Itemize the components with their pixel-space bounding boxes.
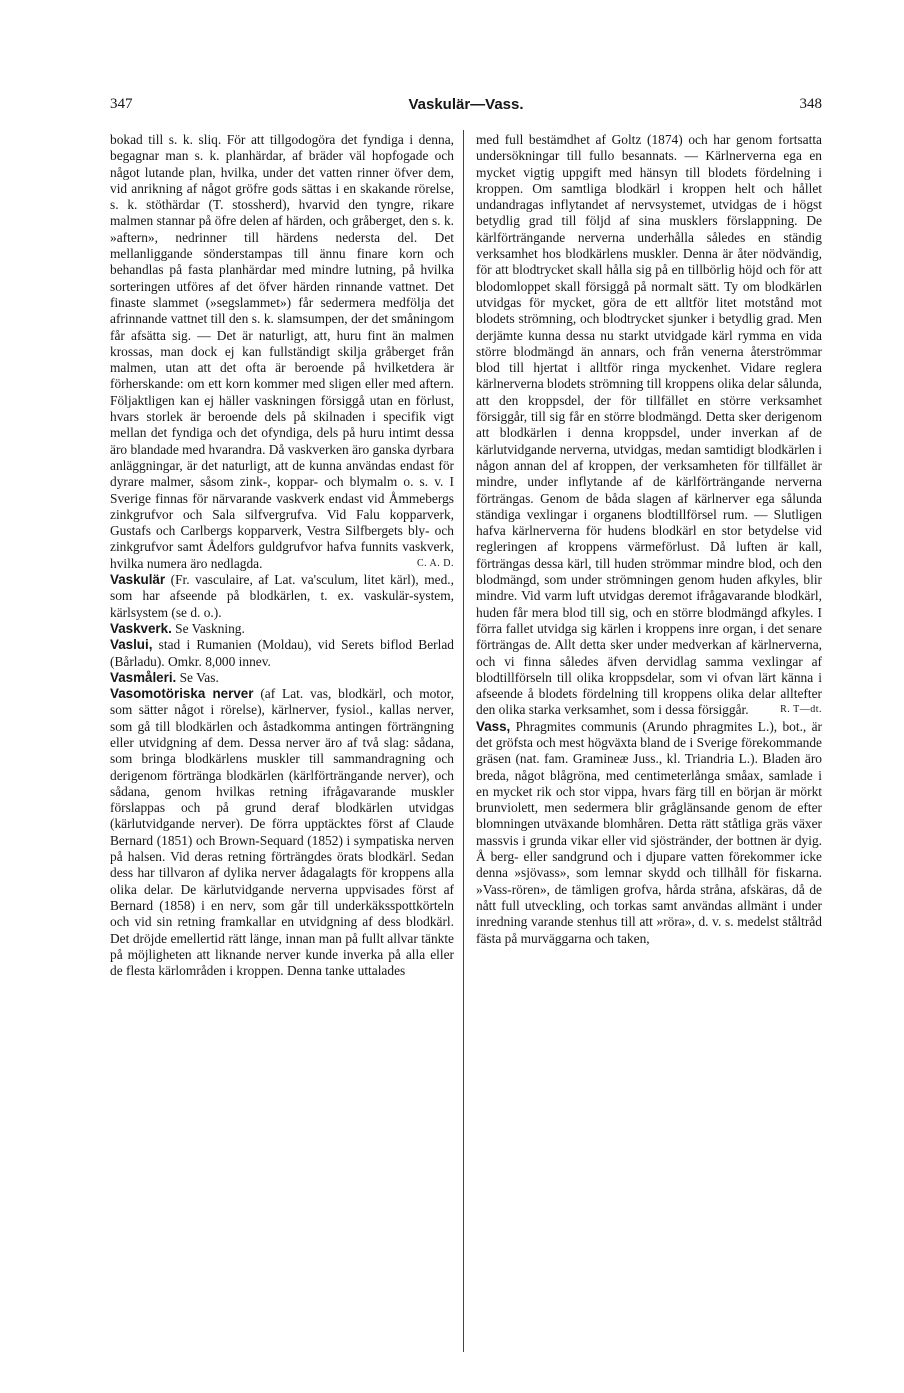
paragraph-text: bokad till s. k. sliq. För att tillgodogöra det fyndiga i denna, begagnar man s. k. planhärdar, af bräder väl hopfogade och något lutande plan, hvilka, under det vatten rinner öfver dem, vid anrikning af något gröfre gods sättas i en skakande rörelse, s. k. stöthärdar (T. stossherd), hvarvid den tyngre, rikare malmen stannar på öfre delen af härden, och gråberget, den s. k. »aftern», nedrinner till härdens nedersta del. Det mellanliggande sönderstampas till ännu finare korn och behandlas på fasta planhärdar med mindre lutning, på hvilka sorteringen utföres af det öfver härden rinnande vattnet. Det finaste slammet (»segslammet») får sedermera medfölja det afrinnande vattnet till den s. k. slamsumpen, der det småningom får afsätta sig. — Det är naturligt, att, huru fint än malmen krossas, man dock ej kan fullständigt skilja gråberget från malmen, utan att det ofta är beroende på hvilketdera är förherskande: om ett korn kommer med sligen eller med aftern. Följaktligen kan ej häller vaskningen försiggå utan en förlust, hvars storlek är beroende dels på skilnaden i specifik vigt mellan det fyndiga och det ofyndiga, dels på huru intimt dessa äro blandade med hvarandra. Då vaskverken äro ganska dyrbara anläggningar, är det naturligt, att de kunna användas endast för dyrare malmer, såsom zink-, koppar- och blymalm o. s. v. I Sverige finnas för närvarande vaskverk endast vid Åmmebergs zinkgrufvor och Sala silfvergrufva. Vid Falu kopparverk, Gustafs och Carlbergs kopparverk, Vestra Silfbergets bly- och zinkgrufvor samt Ådelfors guldgrufvor hafva funnits vaskverk, hvilka numera äro nedlagda. (110, 132, 454, 571)
running-title: Vaskulär—Vass. (408, 96, 524, 113)
headword: Vasmåleri. (110, 669, 177, 685)
vaskning-entry-continuation (110, 132, 454, 572)
left-column (110, 132, 454, 979)
entry-text: stad i Rumanien (Moldau), vid Serets biflod Berlad (Bårladu). Omkr. 8,000 innev. (110, 637, 454, 669)
entry-text: Se Vas. (176, 669, 219, 685)
page-header (110, 96, 822, 118)
entry-vass (476, 719, 822, 947)
author-signature: C. A. D. (416, 557, 454, 569)
entry-vaskular (110, 572, 454, 621)
page-number-right: 348 (799, 96, 822, 112)
entry-text: (Fr. vasculaire, af Lat. va'sculum, litet kärl), med., som har afseende på blodkärlen, t. ex. vaskulär-system, kärlsystem (se d. o.). (110, 572, 454, 620)
page-number-left: 347 (110, 96, 133, 112)
right-column (476, 132, 822, 947)
headword: Vass, (476, 718, 511, 734)
entry-vasmaleri (110, 670, 454, 686)
vasomotoriska-continuation (476, 132, 822, 719)
headword: Vaslui, (110, 637, 153, 653)
headword: Vaskverk. (110, 620, 172, 636)
headword: Vasomotöriska nerver (110, 686, 254, 702)
entry-text: Phragmites communis (Arundo phragmites L.), bot., är det gröfsta och mest högväxta bland de i Sverige förekommande gräsen (nat. fam. Gramineæ Juss., kl. Triandria L.). Bladen äro breda, något blågröna, med centimeterlånga småax, samlade i en mycket rik och stor vippa, hvars färg till en början är mörkt brunviolett, men sedermera blir gråglänsande genom de efter blomningen utväxande blomhåren. Detta rätt ståtliga gräs växer massvis i grunda vikar eller vid sjöstränder, der bottnen är dyig. Å berg- eller sandgrund och i djupare vatten förekommer icke denna »sjövass», som lemnar skydd och tillhåll för fiskarna. »Vass-rören», de tämligen grofva, hårda stråna, afskäras, då de nått full utveckling, och torkas samt användas allmänt i under inredning varande stenhus till att »röra», d. v. s. medelst ståltråd fästa på murväggarna och taken, (476, 718, 822, 946)
entry-vaslui (110, 637, 454, 670)
column-divider (463, 130, 464, 1352)
entry-text: Se Vaskning. (171, 620, 245, 636)
entry-vaskverk (110, 621, 454, 637)
author-signature: R. T—dt. (780, 704, 822, 716)
entry-vasomotoriska-nerver (110, 686, 454, 979)
entry-text: (af Lat. vas, blodkärl, och motor, som sätter något i rörelse), kärlnerver, fysiol., kallas nerver, som gå till blodkärlen och åstadkomma antingen förträngning eller utvidgning af dem. Dessa nerver äro af två slag: sådana, som bringa blodkärlens muskler till sammandragning och derigenom förtränga blodkärlen (kärlförträngande nerver), och sådana, genom hvilkas retning ifrågavarande muskler förslappas och på grund deraf blodkärlen utvidgas (kärlutvidgande nerver). De förra upptäcktes först af Claude Bernard (1851) och Brown-Sequard (1852) i sympatiska nerven på halsen. Vid deras retning förträngdes örats blodkärl. Sedan dess har tillvaron af dylika nerver ådagalagts för kroppens alla olika delar. De kärlutvidgande nerverna uppvisades först af Bernard (1858) i en nerv, som går till underkäksspottkörteln och vid sin retning framkallar en utvidgning af dess blodkärl. Det dröjde emellertid rätt länge, innan man på fullt allvar tänkte på möjligheten att liknande nerver kunde inverka på alla eller de flesta kärlområden i kroppen. Denna tanke uttalades (110, 686, 454, 979)
headword: Vaskulär (110, 572, 166, 588)
paragraph-text: med full bestämdhet af Goltz (1874) och har genom fortsatta undersökningar till fullo besannats. — Kärlnerverna ega en mycket vigtig uppgift med hänsyn till blodets fördelning i kroppen. Om samtliga blodkärl i kroppen helt och hållet undandragas inflytandet af nervsystemet, utvidgas de i högst betydlig grad till följd af sina musklers förslappning. De kärlförträngande nerverna underhålla således en ständig verksamhet hos blodkärlens muskler. Denna är åter nödvändig, för att blodtrycket skall hålla sig på en tillbörlig höjd och för att blodomloppet skall försiggå på normalt sätt. Ty om blodkärlen utvidgas för mycket, göra de ett alltför litet motstånd mot blodets strömning, och blodtrycket sjunker i betydlig grad. Men derjämte kunna dessa nu starkt utvidgade kärl rymma en vida större blodmängd än annars, och från venerna återströmmar blod till hjertat i alltför ringa myckenhet. Vidare reglera kärlnerverna blodets strömning till kroppens olika delar sålunda, att den kroppsdel, der för tillfället en större verksamhet försiggår, till sig får en större blodmängd. Detta sker derigenom att blodkärlen i denna kroppsdel, under inverkan af de kärlutvidgande nerverna, utvidgas, medan samtidigt blodkärlen i någon annan del af kroppen, der verksamheten för tillfället är mindre, under inflytande af de kärlförträngande nerverna förträngas. Genom de båda slagen af kärlnerver ega sålunda ständiga vexlingar i organens blodtillförsel rum. — Slutligen hafva kärlnerverna för hudens blodkärl en stor betydelse vid regleringen af kroppens värmeförlust. Då luften är kall, förträngas dessa kärl, till huden strömmar mindre blod, och den blodmängd, som under strömningen genom huden afkyles, blir mindre. Vid varm luft utvidgas deremot ifrågavarande blodkärl, huden får mera blod till sig, och en större blodmängd afkyles. I förra fallet utvidga sig kärlen i kroppens inre organ, i det senare förträngas de. Allt detta sker under medverkan af kärlnerverna, och vi finna således äfven dervidlag samma vexlingar af blodtillförseln till olika kroppsdelar, som vi ofvan lärt känna i afseende å blodets fördelning till kroppens olika delar alltefter den olika starka verksamhet, som i dessa försiggår. (476, 132, 822, 718)
